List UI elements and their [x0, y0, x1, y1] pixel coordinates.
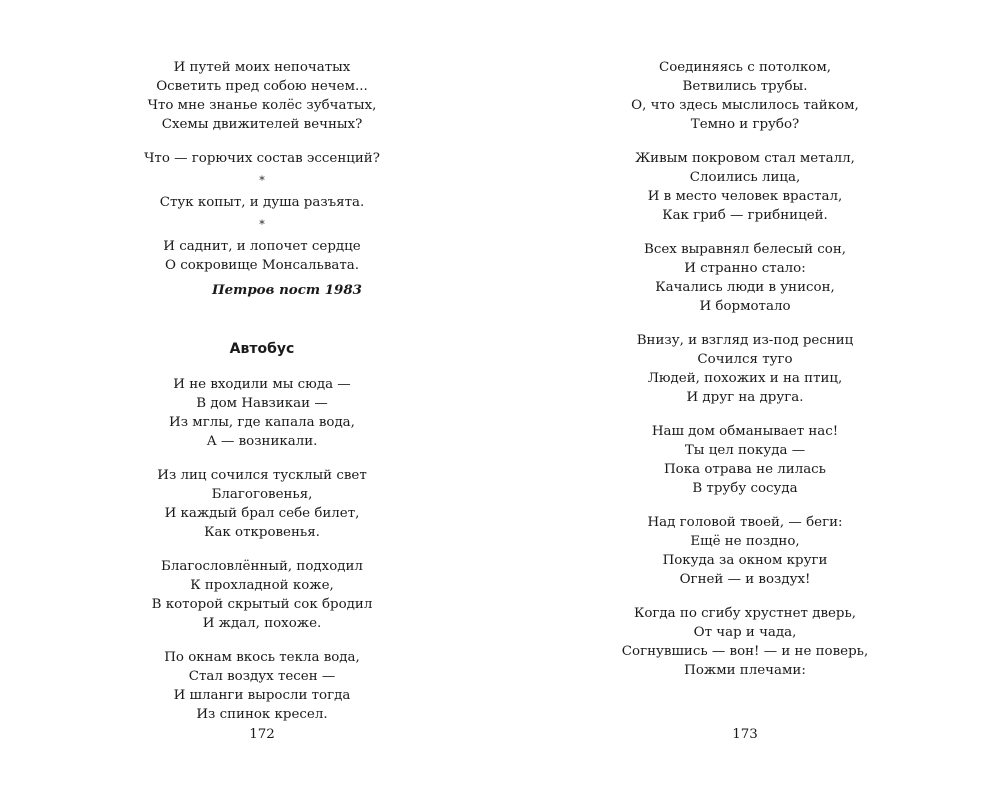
verse-line: Благословлённый, подходил: [161, 559, 363, 574]
verse-line: Из спинок кресел.: [196, 707, 328, 722]
stanza: [595, 331, 895, 407]
asterisk-separator: *: [259, 174, 265, 187]
verse-line: Людей, похожих и на птиц,: [647, 371, 843, 386]
verse-line: Соединяясь с потолком,: [658, 60, 832, 75]
stanza: [112, 466, 412, 542]
page-number-right: 173: [732, 727, 758, 742]
stanza: [595, 149, 895, 225]
verse-line: Осветить пред собою нечем...: [156, 79, 368, 94]
verse-line: Что — горючих состав эссенций?: [144, 151, 380, 166]
stanza: [112, 149, 412, 168]
verse-line: И ждал, похоже.: [202, 616, 322, 631]
verse-line: Сочился туго: [697, 352, 793, 367]
verse-line: Стук копыт, и душа разъята.: [159, 195, 365, 210]
verse-line: И в место человек врастал,: [647, 189, 843, 204]
verse-line: И путей моих непочатых: [173, 60, 351, 75]
verse-line: Что мне знанье колёс зубчатых,: [147, 98, 377, 113]
verse-line: В трубу сосуда: [692, 481, 798, 496]
verse-line: Согнувшись — вон! — и не поверь,: [621, 644, 869, 659]
page-number-left: 172: [249, 727, 275, 742]
stanza: [112, 375, 412, 451]
left-page: [112, 58, 412, 739]
verse-line: Благоговенья,: [211, 487, 313, 502]
verse-line: Из мглы, где капала вода,: [169, 415, 355, 430]
verse-line: А — возникали.: [206, 434, 318, 449]
verse-line: Темно и грубо?: [690, 117, 800, 132]
verse-line: И не входили мы сюда —: [173, 377, 351, 392]
stanza: [112, 237, 412, 275]
verse-line: Ветвились трубы.: [682, 79, 808, 94]
stanza: [595, 58, 895, 134]
verse-line: Качались люди в унисон,: [655, 280, 835, 295]
verse-line: Живым покровом стал металл,: [635, 151, 855, 166]
right-page: [595, 58, 895, 695]
verse-line: От чар и чада,: [693, 625, 797, 640]
poem-title: Автобус: [229, 341, 295, 357]
stanza: [112, 58, 412, 134]
verse-line: Пожми плечами:: [684, 663, 806, 678]
verse-line: Покуда за окном круги: [662, 553, 828, 568]
verse-line: Как откровенья.: [204, 525, 320, 540]
verse-line: Ты цел покуда —: [684, 443, 806, 458]
verse-line: Стал воздух тесен —: [188, 669, 336, 684]
verse-line: В которой скрытый сок бродил: [151, 597, 373, 612]
verse-line: Всех выравнял белесый сон,: [644, 242, 846, 257]
verse-line: Огней — и воздух!: [679, 572, 811, 587]
verse-line: И друг на друга.: [686, 390, 804, 405]
stanza: [112, 193, 412, 212]
verse-line: Пока отрава не лилась: [664, 462, 826, 477]
verse-line: Когда по сгибу хрустнет дверь,: [633, 606, 857, 621]
verse-line: О сокровище Монсальвата.: [164, 258, 360, 273]
verse-line: И бормотало: [699, 299, 791, 314]
stanza: [112, 648, 412, 724]
stanza: [112, 557, 412, 633]
stanza: [595, 604, 895, 680]
verse-line: По окнам вкось текла вода,: [164, 650, 360, 665]
stanza: [595, 240, 895, 316]
verse-line: Слоились лица,: [689, 170, 801, 185]
verse-line: Над головой твоей, — беги:: [647, 515, 843, 530]
asterisk-separator: *: [259, 218, 265, 231]
verse-line: К прохладной коже,: [190, 578, 334, 593]
verse-line: Из лиц сочился тусклый свет: [157, 468, 367, 483]
verse-line: Ещё не поздно,: [690, 534, 800, 549]
poem-date-signature: Петров пост 1983: [211, 282, 362, 298]
verse-line: И каждый брал себе билет,: [164, 506, 360, 521]
verse-line: И странно стало:: [684, 261, 806, 276]
verse-line: В дом Навзикаи —: [196, 396, 328, 411]
verse-line: Как гриб — грибницей.: [662, 208, 828, 223]
verse-line: Схемы движителей вечных?: [161, 117, 363, 132]
stanza: [595, 513, 895, 589]
verse-line: И саднит, и лопочет сердце: [163, 239, 361, 254]
verse-line: Внизу, и взгляд из-под ресниц: [636, 333, 854, 348]
verse-line: Наш дом обманывает нас!: [651, 424, 839, 439]
verse-line: И шланги выросли тогда: [173, 688, 351, 703]
stanza: [595, 422, 895, 498]
verse-line: О, что здесь мыслилось тайком,: [631, 98, 859, 113]
